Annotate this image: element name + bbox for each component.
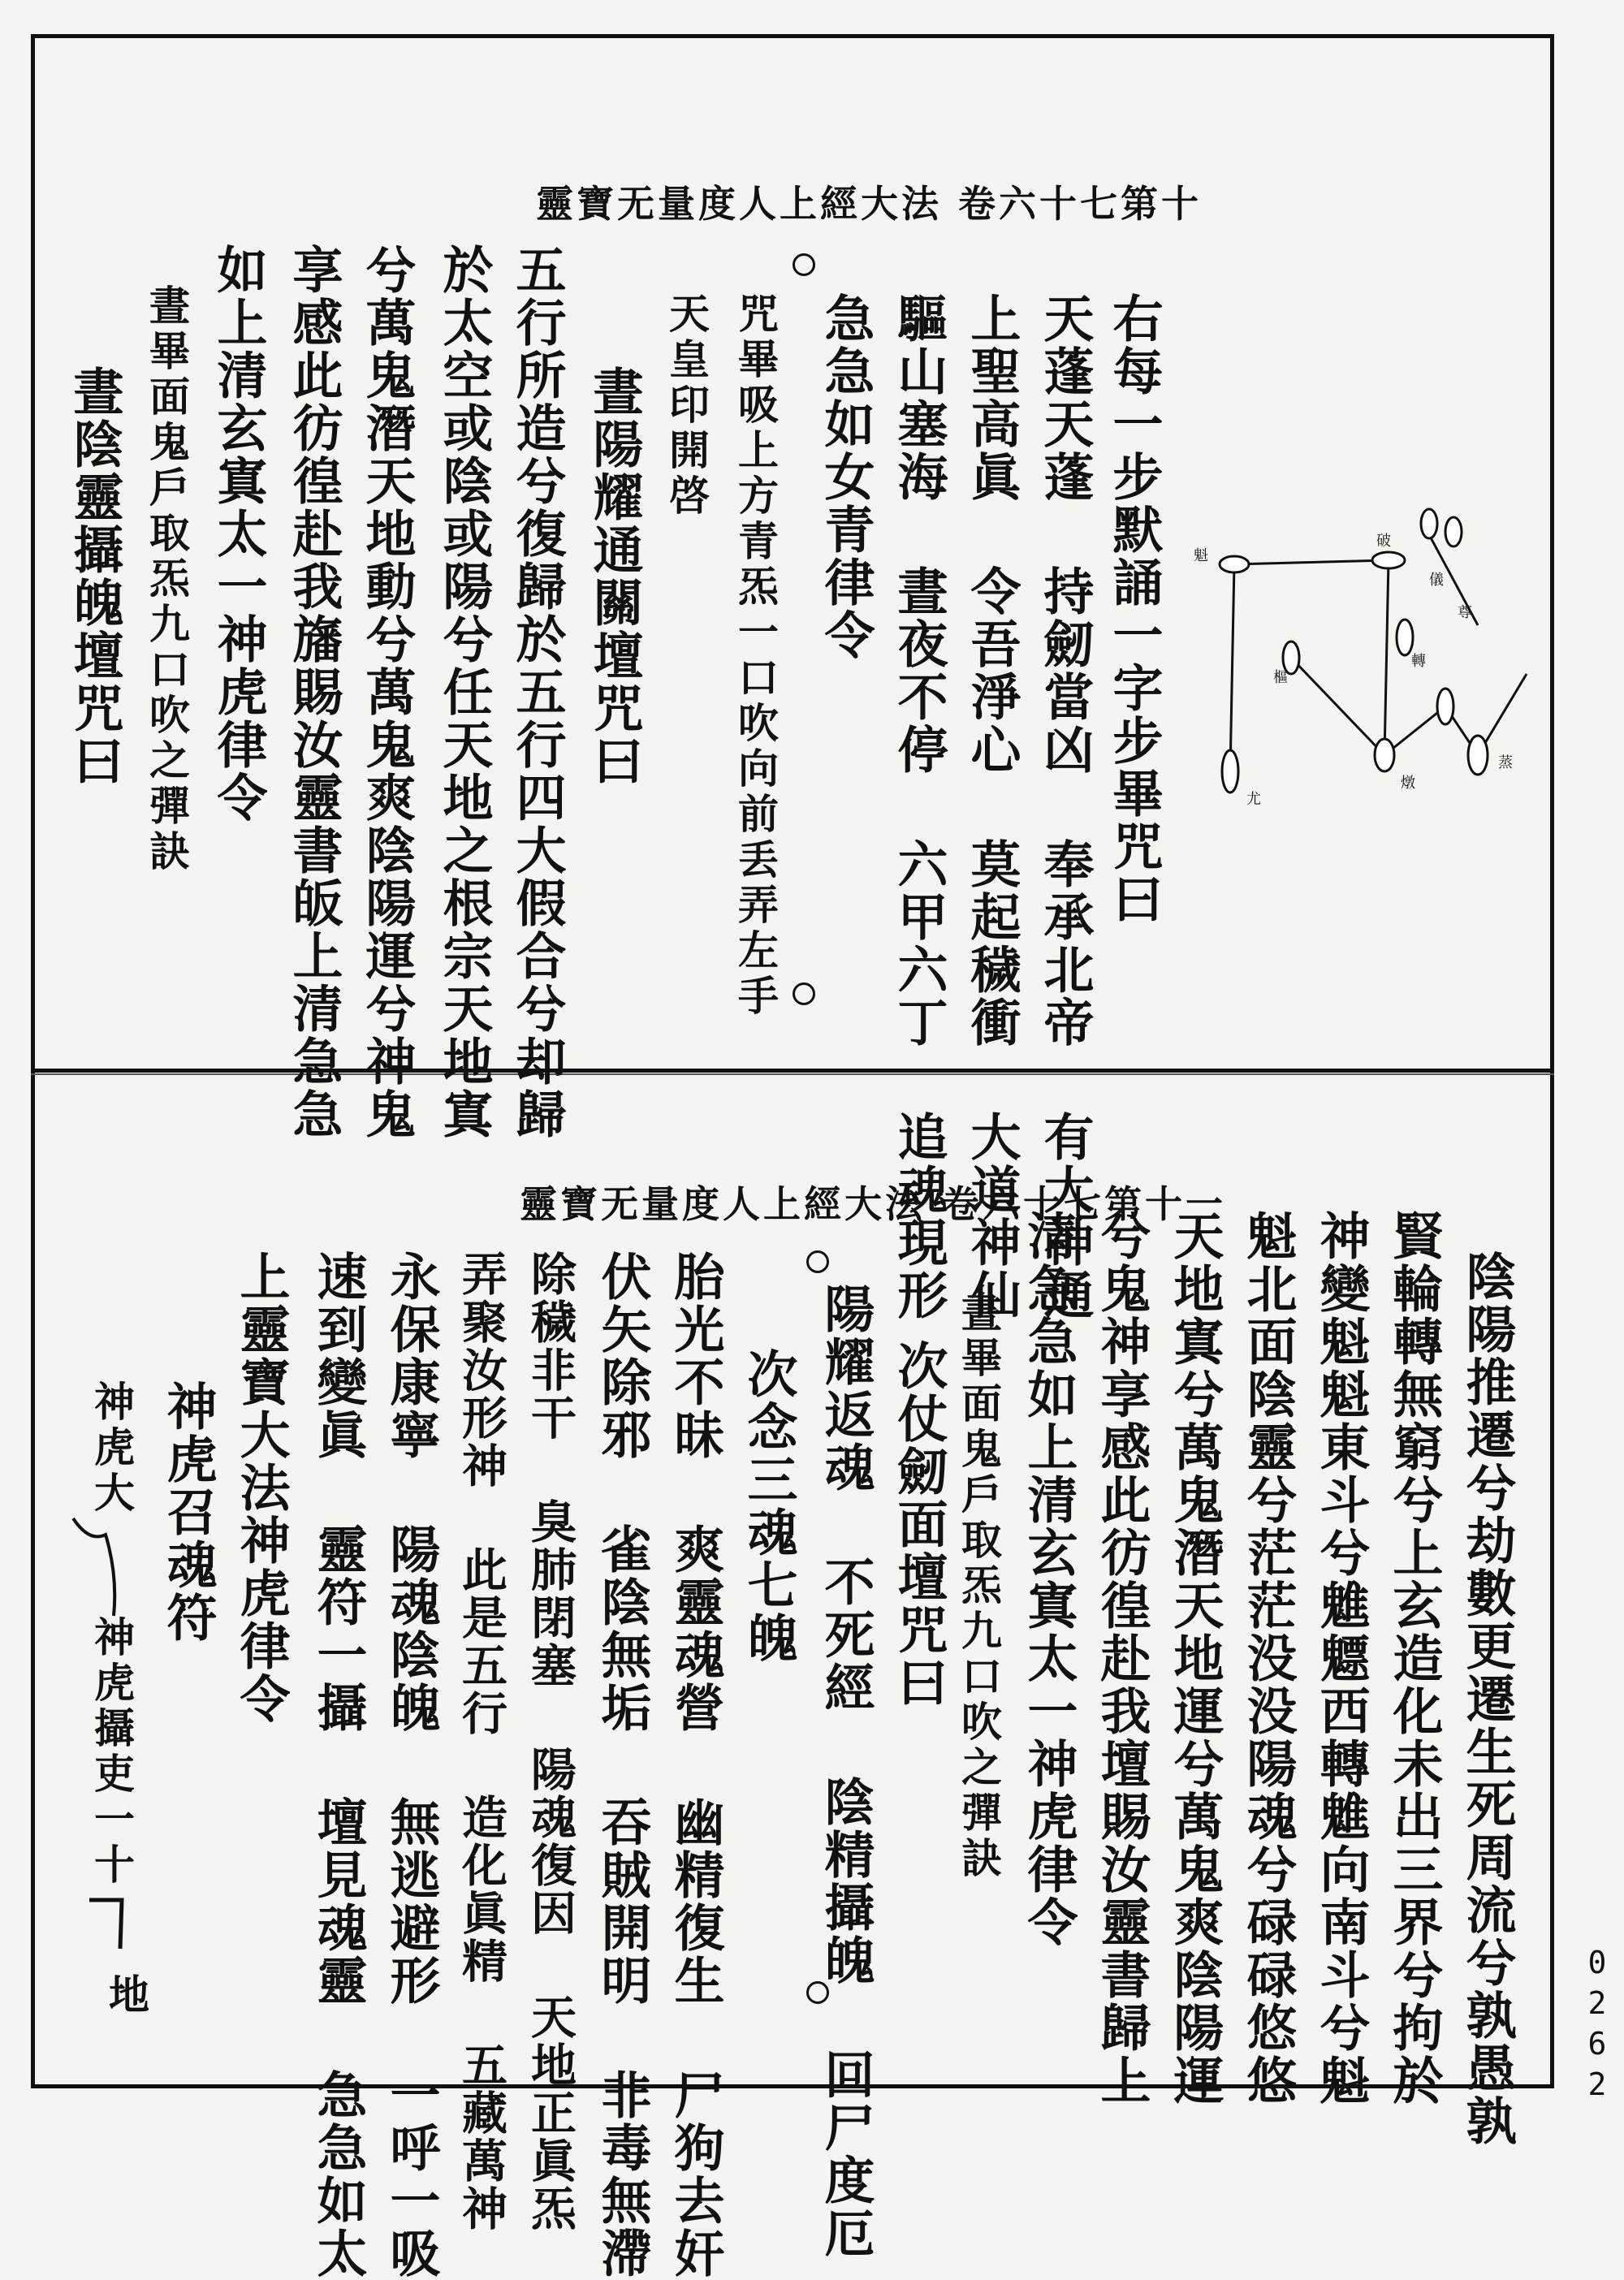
top-col-15: 晝陰靈攝魄壇咒曰 [65, 365, 124, 788]
bottom-col-17: 速到變眞 靈符一攝 壇見魂靈 急急如太 [309, 1250, 368, 2280]
bottom-col-8: 晝畢面鬼戶取炁九口吹之彈訣 [955, 1291, 1003, 1882]
diagram-label: 魁 [1194, 547, 1208, 564]
bottom-col-19: 神虎召魂符 [158, 1380, 218, 1644]
top-col-5: 急急如女青律令 [816, 292, 875, 662]
bottom-col-21: 神虎攝吏一十 [88, 1616, 136, 1889]
bottom-col-12: 胎光不昧 爽靈魂營 幽精復生 尸狗去奸 [666, 1250, 725, 2280]
top-col-8: 晝陽耀通關壇咒曰 [585, 365, 644, 788]
diagram-label: 儀 [1429, 572, 1444, 589]
top-col-11: 兮萬鬼潛天地動兮萬鬼爽陰陽運兮神鬼 [357, 244, 417, 1141]
bottom-col-5: 天地寘兮萬鬼潛天地運兮萬鬼爽陰陽運 [1165, 1210, 1224, 2107]
top-col-4: 驅山塞海 晝夜不停 六甲六丁 追魂現形 [889, 292, 948, 1322]
top-col-10: 於太空或陰或陽兮任天地之根宗天地寘 [434, 244, 494, 1141]
page-divider [31, 1069, 1554, 1073]
diagram-label: 破 [1376, 533, 1391, 550]
diagram-label: 燉 [1401, 775, 1415, 792]
page-divider-inner [31, 1073, 1554, 1075]
circle-mark [793, 253, 815, 276]
circle-mark [793, 982, 815, 1005]
diagram-label: 蒸 [1498, 754, 1513, 771]
top-col-2: 天蓬天蓬 持劒當凶 奉承北帝 有大神通 [1035, 292, 1095, 1322]
top-col-7: 天皇印開啓 [663, 292, 710, 520]
bottom-col-18: 上靈寶大法神虎律令 [231, 1250, 291, 1725]
bottom-col-4: 魁北面陰靈兮茫茫没没陽魂兮碌碌悠悠 [1238, 1210, 1298, 2107]
diagram-label: 轉 [1411, 653, 1426, 670]
bottom-col-10: 陽耀返魂 不死經 陰精攝魄 回尸度厄 [816, 1283, 875, 2260]
circle-mark [806, 1981, 829, 2004]
bottom-col-13: 伏矢除邪 雀陰無垢 吞賊開明 非毒無滯 [593, 1250, 652, 2280]
top-col-6: 咒畢吸上方青炁一口吹向前丢弄左手 [732, 292, 780, 1020]
top-col-9: 五行所造兮復歸於五行四大假合兮却歸 [508, 244, 567, 1141]
top-header: 靈寶无量度人上經大法 卷六十七第十 [536, 182, 1203, 226]
bottom-col-22: 地 [102, 1973, 150, 2019]
bottom-col-9: 次仗劒面壇咒曰 [889, 1340, 948, 1709]
bottom-col-6: 兮鬼神享感此彷徨赴我壇賜汝靈書歸上 [1092, 1210, 1151, 2107]
diagram-label: 尤 [1246, 791, 1261, 808]
bottom-col-11: 次念三魂七魄 [739, 1348, 798, 1665]
page-number: 0262 [1579, 1945, 1615, 2107]
bottom-col-20: 神虎大 [88, 1380, 136, 1517]
top-col-13: 如上清玄寘太一神虎律令 [209, 244, 268, 824]
top-col-3: 上聖高眞 令吾淨心 莫起穢衝 大道神仙 [962, 292, 1021, 1322]
bottom-col-16: 永保康寧 陽魂陰魄 無逃避形 一呼一吸 [382, 1250, 441, 2280]
top-col-14: 晝畢面鬼戶取炁九口吹之彈訣 [143, 284, 191, 875]
talisman-strokes [57, 1510, 154, 1965]
diagram-label: 尊 [1458, 604, 1472, 621]
bottom-col-3: 神變魁魁東斗兮魋魒西轉魋向南斗兮魁 [1311, 1210, 1371, 2107]
bottom-col-15: 弄聚汝形神 此是五行 造化眞精 五藏萬神 [455, 1250, 508, 2233]
circle-mark [806, 1250, 829, 1273]
top-col-1: 右每一步默誦一字步畢咒曰 [1104, 292, 1164, 926]
step-diagram [1186, 487, 1551, 853]
bottom-col-2: 賢輪轉無窮兮上玄造化未出三界兮拘於 [1384, 1210, 1444, 2107]
bottom-col-14: 除穢非干 臭肺閉塞 陽魂復因 天地正眞炁 [524, 1250, 577, 2233]
bottom-col-1: 陰陽推遷兮劫數更遷生死周流兮孰愚孰 [1458, 1250, 1517, 2148]
bottom-header: 靈寶无量度人上經大法 卷六十七第十一 [520, 1182, 1227, 1226]
top-col-12: 享感此彷徨赴我旛賜汝靈書皈上清急急 [284, 244, 343, 1141]
bottom-col-7: 清急急如上清玄寘太一神虎律令 [1019, 1210, 1078, 1949]
diagram-label: 樞 [1273, 669, 1288, 686]
